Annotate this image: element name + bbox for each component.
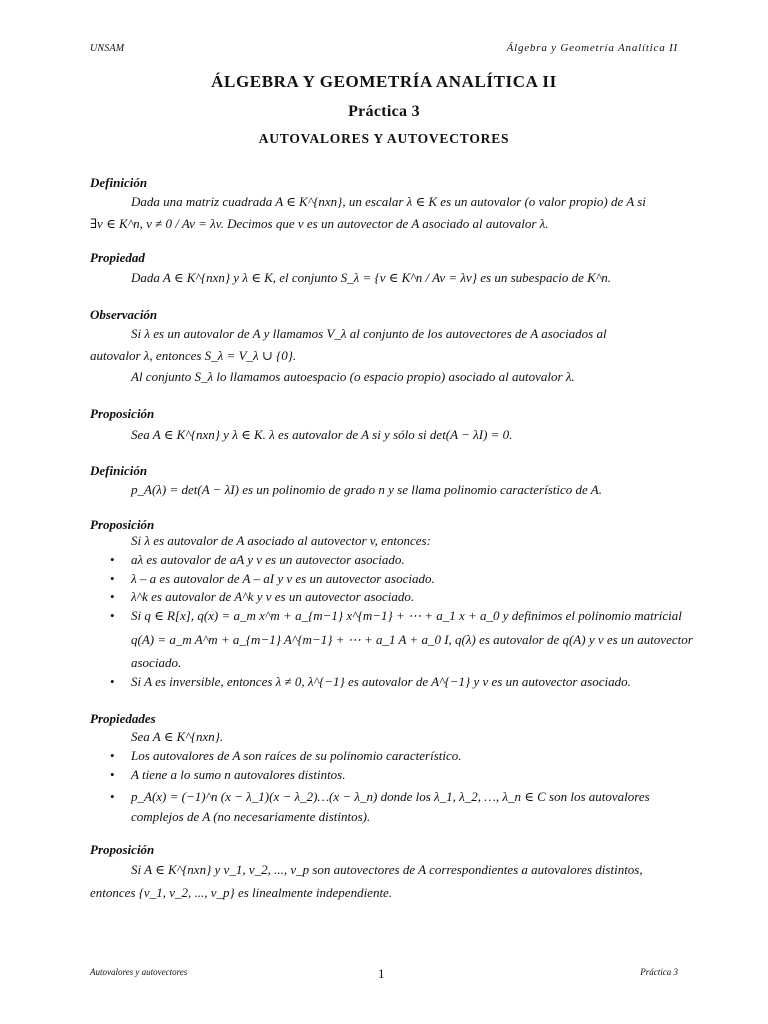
proposition-line: Sea A ∈ K^{nxn} y λ ∈ K. λ es autovalor de A si y sólo si det(A − λI) = 0. [131,427,513,442]
list-item: λ – a es autovalor de A – aI y v es un autovector asociado. [131,571,435,586]
bullet-icon: • [110,767,115,782]
footer-practice: Práctica 3 [640,967,678,977]
proposition-line: Si A ∈ K^{nxn} y v_1, v_2, ..., v_p son autovectores de A correspondientes a autovalores distintos, [131,862,643,877]
proposition-heading: Proposición [90,842,155,857]
header-institution: UNSAM [90,43,125,54]
properties-heading: Propiedades [90,711,156,726]
proposition-heading: Proposición [90,517,155,532]
proposition-intro: Si λ es autovalor de A asociado al autovector v, entonces: [131,533,431,548]
list-item: complejos de A (no necesariamente distintos). [131,809,371,824]
list-item: Si A es inversible, entonces λ ≠ 0, λ^{−1} es autovalor de A^{−1} y v es un autovector asociado. [131,674,631,689]
bullet-icon: • [110,571,115,586]
page-number: 1 [378,966,385,981]
header-course: Álgebra y Geometría Analítica II [506,42,678,54]
bullet-icon: • [110,748,115,763]
proposition-heading: Proposición [90,406,155,421]
bullet-icon: • [110,674,115,689]
footer-topic: Autovalores y autovectores [90,967,188,977]
practice-title: Práctica 3 [348,103,420,120]
bullet-icon: • [110,552,115,567]
topic-title: AUTOVALORES Y AUTOVECTORES [258,131,510,146]
list-item: asociado. [131,655,182,670]
definition-line: ∃v ∈ K^n, v ≠ 0 / Av = λv. Decimos que v es un autovector de A asociado al autovalor λ. [90,216,549,231]
list-item: Los autovalores de A son raíces de su polinomio característico. [131,748,462,763]
main-title: ÁLGEBRA Y GEOMETRÍA ANALÍTICA II [211,72,557,91]
definition-heading: Definición [90,463,148,478]
list-item: λ^k es autovalor de A^k y v es un autovector asociado. [131,589,415,604]
bullet-icon: • [110,608,115,623]
proposition-line: entonces {v_1, v_2, ..., v_p} es linealmente independiente. [90,885,393,900]
observation-line: Al conjunto S_λ lo llamamos autoespacio (o espacio propio) asociado al autovalor λ. [131,369,575,384]
list-item: A tiene a lo sumo n autovalores distintos. [131,767,346,782]
list-item: p_A(x) = (−1)^n (x − λ_1)(x − λ_2)…(x − λ_n) donde los λ_1, λ_2, …, λ_n ∈ C son los autovalores [131,789,650,804]
list-item: Si q ∈ R[x], q(x) = a_m x^m + a_{m−1} x^{m−1} + ⋯ + a_1 x + a_0 y definimos el polinomio matricial [131,608,682,623]
observation-line: Si λ es un autovalor de A y llamamos V_λ al conjunto de los autovectores de A asociados al [131,326,607,341]
list-item: q(A) = a_m A^m + a_{m−1} A^{m−1} + ⋯ + a_1 A + a_0 I, q(λ) es autovalor de q(A) y v es un autovector [131,632,693,647]
observation-heading: Observación [90,307,158,322]
definition-line: Dada una matriz cuadrada A ∈ K^{nxn}, un escalar λ ∈ K es un autovalor (o valor propio) de A si [131,194,646,209]
definition-heading: Definición [90,175,148,190]
observation-line: autovalor λ, entonces S_λ = V_λ ∪ {0}. [90,348,297,363]
definition-line: p_A(λ) = det(A − λI) es un polinomio de grado n y se llama polinomio característico de A. [131,482,602,497]
bullet-icon: • [110,789,115,804]
list-item: aλ es autovalor de aA y v es un autovector asociado. [131,552,405,567]
bullet-icon: • [110,589,115,604]
property-heading: Propiedad [90,250,145,265]
property-line: Dada A ∈ K^{nxn} y λ ∈ K, el conjunto S_λ = {v ∈ K^n / Av = λv} es un subespacio de K^n. [131,270,612,285]
properties-intro: Sea A ∈ K^{nxn}. [131,729,224,744]
